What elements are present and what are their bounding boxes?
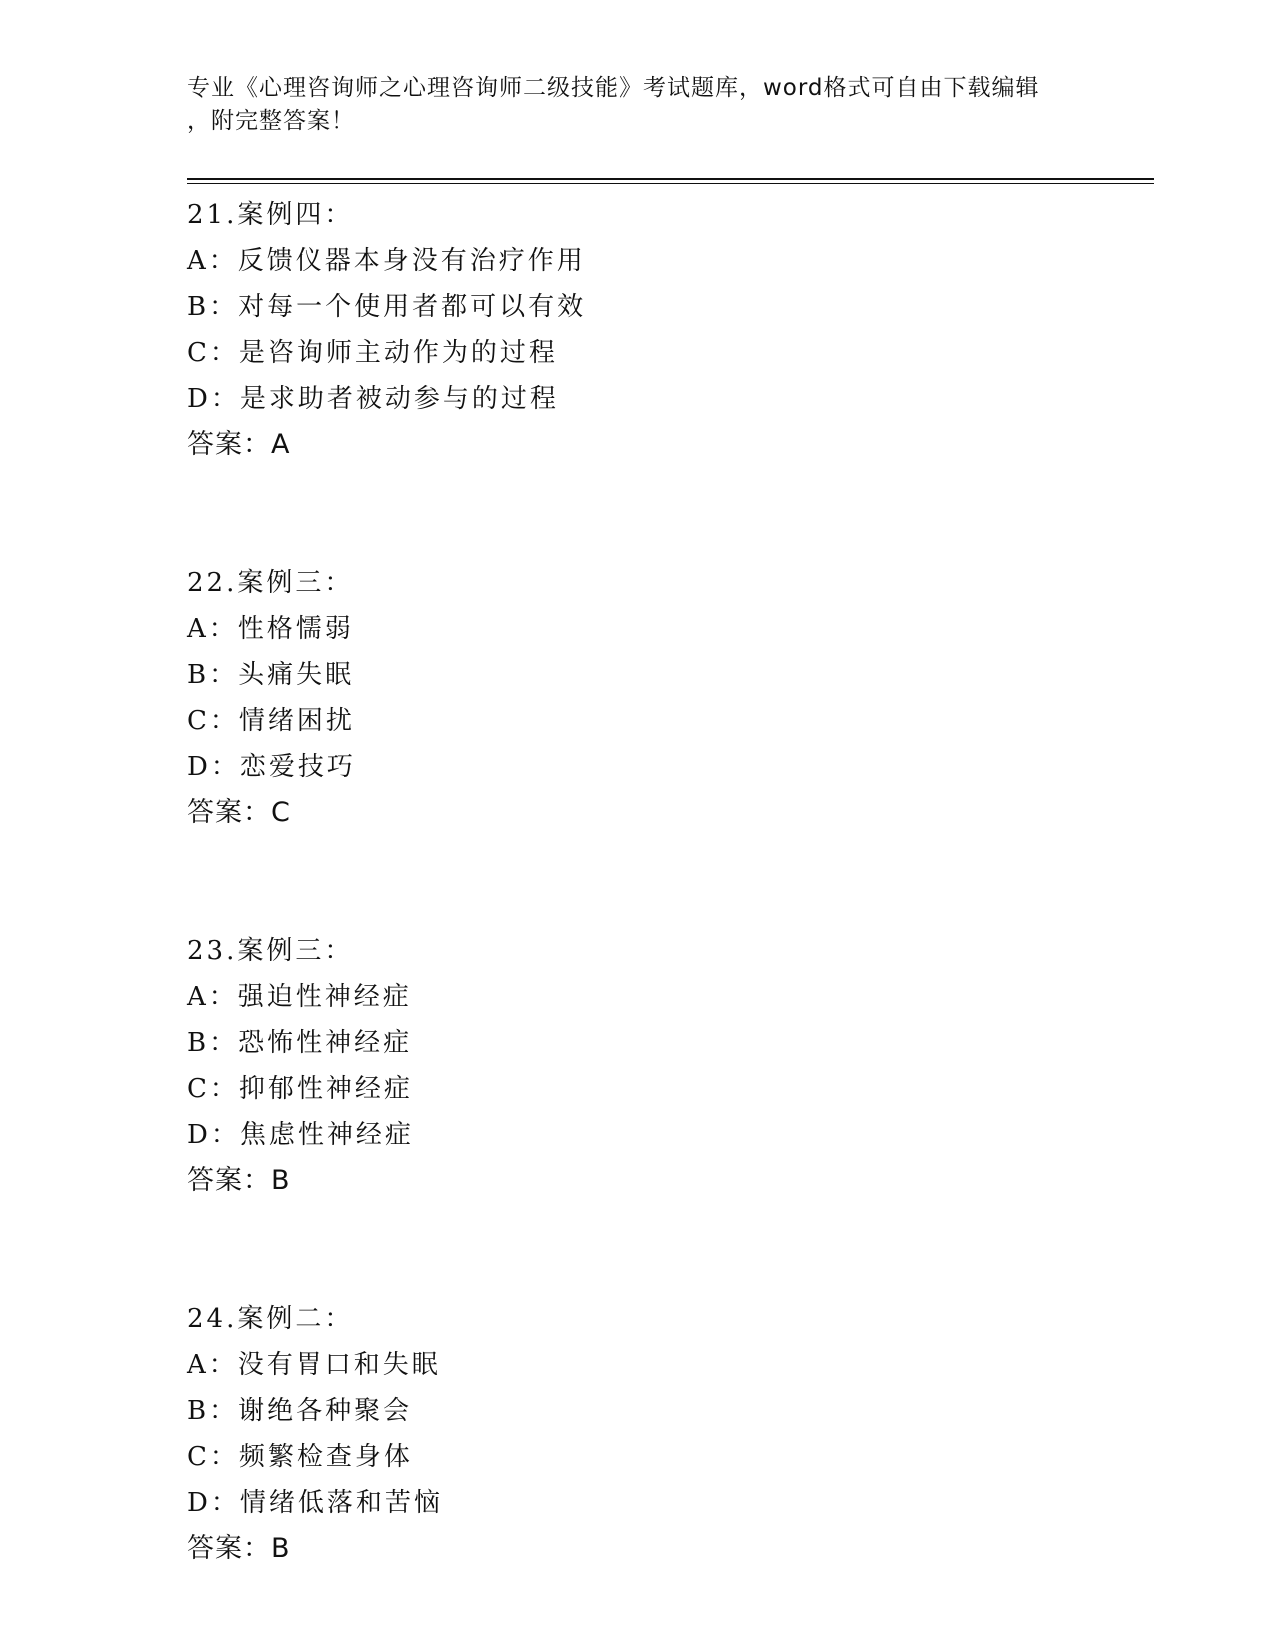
option-a: A：没有胃口和失眠 — [187, 1350, 441, 1380]
question-title: 21.案例四： — [187, 200, 354, 230]
answer-line: 答案：C — [187, 797, 291, 828]
header-divider-thin — [187, 183, 1154, 184]
option-d: D：焦虑性神经症 — [187, 1120, 414, 1150]
document-header — [187, 72, 1067, 138]
question-spacer — [187, 1204, 1087, 1296]
option-a: A：性格懦弱 — [187, 614, 354, 644]
question-list — [187, 192, 1087, 1572]
option-a: A：反馈仪器本身没有治疗作用 — [187, 246, 586, 276]
option-c: C：频繁检查身体 — [187, 1442, 413, 1472]
question-23 — [187, 928, 1087, 1204]
header-divider-thick — [187, 178, 1154, 180]
option-a: A：强迫性神经症 — [187, 982, 412, 1012]
question-title: 22.案例三： — [187, 568, 354, 598]
answer-line: 答案：B — [187, 1165, 291, 1196]
header-line-1: 专业《心理咨询师之心理咨询师二级技能》考试题库，word格式可自由下载编辑 — [187, 75, 1040, 101]
option-b: B：对每一个使用者都可以有效 — [187, 292, 587, 322]
question-spacer — [187, 468, 1087, 560]
option-b: B：谢绝各种聚会 — [187, 1396, 413, 1426]
option-d: D：是求助者被动参与的过程 — [187, 384, 559, 414]
option-d: D：情绪低落和苦恼 — [187, 1488, 443, 1518]
option-d: D：恋爱技巧 — [187, 752, 356, 782]
answer-line: 答案：B — [187, 1533, 291, 1564]
header-line-2: ，附完整答案！ — [187, 108, 355, 134]
option-c: C：抑郁性神经症 — [187, 1074, 413, 1104]
question-21 — [187, 192, 1087, 468]
option-c: C：情绪困扰 — [187, 706, 355, 736]
question-title: 23.案例三： — [187, 936, 354, 966]
option-c: C：是咨询师主动作为的过程 — [187, 338, 558, 368]
question-spacer — [187, 836, 1087, 928]
option-b: B：恐怖性神经症 — [187, 1028, 413, 1058]
question-22 — [187, 560, 1087, 836]
answer-line: 答案：A — [187, 429, 291, 460]
question-24 — [187, 1296, 1087, 1572]
question-title: 24.案例二： — [187, 1304, 354, 1334]
option-b: B：头痛失眠 — [187, 660, 355, 690]
